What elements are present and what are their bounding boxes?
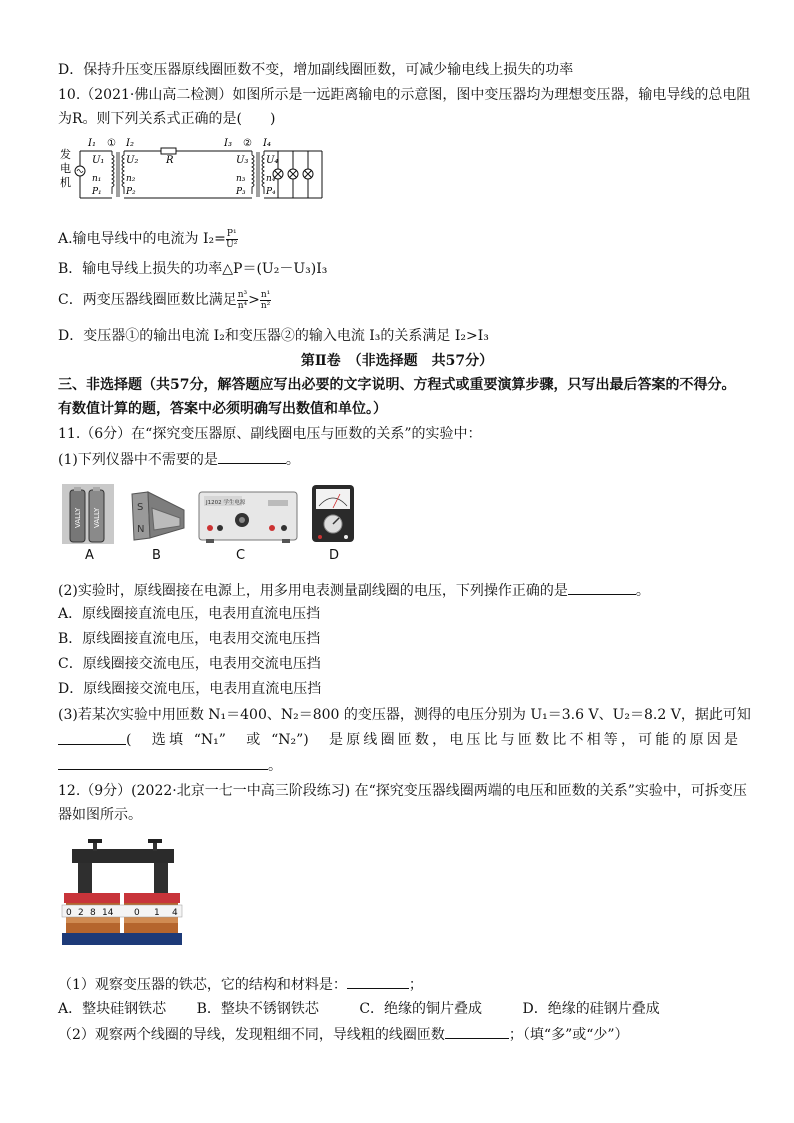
detachable-transformer-image [58, 835, 186, 947]
svg-text:P₂: P₂ [126, 187, 136, 197]
q12-part1-answer-blank [347, 974, 409, 989]
svg-text:P₄: P₄ [266, 187, 276, 197]
q9-option-d: D．保持升压变压器原线圈匝数不变，增加副线圈匝数，可减少输电线上损失的功率 [58, 62, 574, 78]
q11-part3-answer-blank-2 [58, 755, 268, 770]
item-label-b: B [152, 548, 161, 563]
q11-part1-answer-blank [218, 449, 286, 464]
q12-part2-answer-blank [445, 1024, 509, 1039]
q11-part1: (1)下列仪器中不需要的是 。 [58, 449, 300, 470]
q11-stem: 11.（6分）在“探究变压器原、副线圈电压与匝数的关系”的实验中： [58, 426, 482, 442]
svg-text:1: 1 [154, 908, 160, 918]
svg-text:I₂: I₂ [126, 138, 134, 149]
svg-text:n₁: n₁ [92, 174, 102, 184]
student-power-supply-image [198, 490, 298, 544]
svg-text:①: ① [107, 138, 116, 149]
transformer-1-primary-coil [112, 151, 114, 194]
svg-text:14: 14 [102, 908, 114, 918]
q10-stem-line2: 为R。则下列关系式正确的是( ) [58, 111, 276, 127]
q10-stem-line1: 10.（2021·佛山高二检测）如图所示是一远距离输电的示意图，图中变压器均为理想变压器，输电导线的总电阻 [58, 87, 751, 103]
svg-text:8: 8 [90, 908, 96, 918]
item-label-d: D [329, 548, 340, 563]
multimeter-image [310, 484, 356, 544]
q12-stem-line1: 12.（9分）(2022·北京一七一中高三阶段练习) 在“探究变压器线圈两端的电压和匝数的关系”实验中，可拆变压 [58, 783, 747, 799]
q11-option-c: C．原线圈接交流电压，电表用交流电压挡 [58, 656, 321, 672]
svg-text:U₄: U₄ [266, 155, 279, 166]
svg-text:②: ② [243, 138, 252, 149]
generator-label-3: 机 [60, 176, 71, 189]
q11-part3-answer-blank-1 [58, 730, 126, 745]
svg-text:U₂: U₂ [126, 155, 139, 166]
svg-text:0: 0 [66, 908, 72, 918]
q11-part3-line2: ( 选填 “N₁” 或 “N₂”) 是原线圈匝数，电压比与匝数比不相等，可能的原因是 [58, 730, 738, 750]
svg-text:I₁: I₁ [88, 138, 96, 149]
q12-part2: （2）观察两个线圈的导线，发现粗细不同，导线粗的线圈匝数 ；（填“多”或“少”） [58, 1024, 629, 1045]
u-magnet-image [128, 490, 188, 542]
svg-text:P₃: P₃ [236, 187, 246, 197]
q12-options-row [58, 999, 660, 1019]
q10-option-c: C．两变压器线圈匝数比满足 $\frac{\text{n³}}{\text{n⁴}}$ > $\frac{\text{n¹}}{\text{n²}}$ [58, 289, 271, 311]
q10-option-b: B．输电导线上损失的功率△P＝(U₂－U₃)I₃ [58, 261, 328, 277]
svg-text:P₁: P₁ [92, 187, 102, 197]
svg-text:U₁: U₁ [92, 155, 105, 166]
q12-part1: （1）观察变压器的铁芯，它的结构和材料是： ； [58, 974, 423, 995]
generator-label-2: 电 [60, 162, 71, 175]
q12-option-b: B．整块不锈钢铁芯 [196, 1001, 319, 1017]
q11-option-d: D．原线圈接交流电压，电表用直流电压挡 [58, 681, 322, 697]
q11-part2: (2)实验时，原线圈接在电源上，用多用电表测量副线圈的电压，下列操作正确的是 。 [58, 580, 650, 601]
q11-option-b: B．原线圈接直流电压，电表用交流电压挡 [58, 631, 321, 647]
generator-label-1: 发 [60, 148, 71, 161]
svg-text:2: 2 [78, 908, 84, 918]
section-3-heading-line2: 有数值计算的题，答案中必须明确写出数值和单位。） [58, 401, 387, 417]
battery-image [62, 484, 114, 544]
section-2-title: 第Ⅱ卷 （非选择题 共57分） [300, 353, 494, 369]
svg-text:VALLY: VALLY [93, 507, 101, 528]
fraction-p1-u2: $\frac{\text{P¹}}{\text{U²}}$ [226, 228, 238, 250]
svg-text:n₃: n₃ [236, 174, 246, 184]
lamp-icon-2 [288, 169, 298, 179]
long-distance-transmission-diagram [58, 134, 326, 210]
svg-text:I₃: I₃ [224, 138, 232, 149]
q12-option-a: A．整块硅钢铁芯 [58, 1001, 167, 1017]
q12-option-d: D．绝缘的硅钢片叠成 [522, 1001, 660, 1017]
resistor-r [161, 148, 176, 154]
svg-text:n₄: n₄ [266, 174, 276, 184]
svg-text:U₃: U₃ [236, 155, 249, 166]
item-label-c: C [236, 548, 246, 563]
q11-part2-answer-blank [568, 580, 636, 595]
svg-text:I₄: I₄ [263, 138, 271, 149]
svg-text:R: R [166, 155, 174, 166]
q12-stem-line2: 器如图所示。 [58, 807, 142, 823]
svg-text:4: 4 [172, 908, 178, 918]
transformer-2-primary-coil [252, 151, 254, 194]
svg-text:n₂: n₂ [126, 174, 136, 184]
svg-text:VALLY: VALLY [74, 507, 82, 528]
section-3-heading-line1: 三、非选择题（共57分，解答题应写出必要的文字说明、方程式或重要演算步骤，只写出最后答案的不得分。 [58, 377, 736, 393]
transformer-2-secondary-coil [262, 151, 264, 194]
q11-part3-line1: (3)若某次实验中用匝数 N₁＝400、N₂＝800 的变压器，测得的电压分别为 U₁＝3.6 V、U₂＝8.2 V，据此可知 [58, 707, 751, 723]
q10-option-a: A.输电导线中的电流为 I₂= $\frac{\text{P¹}}{\text{U²}}$ [58, 228, 238, 250]
svg-text:N: N [137, 524, 145, 535]
lamp-icon-3 [303, 169, 313, 179]
svg-text:0: 0 [134, 908, 140, 918]
transformer-1-secondary-coil [122, 151, 124, 194]
svg-text:J1202 学生电源: J1202 学生电源 [206, 500, 246, 506]
q11-option-a: A．原线圈接直流电压，电表用直流电压挡 [58, 606, 321, 622]
q12-option-c: C．绝缘的铜片叠成 [359, 1001, 483, 1017]
q11-part3-line3: 。 [58, 755, 282, 776]
q10-option-d: D．变压器①的输出电流 I₂和变压器②的输入电流 I₃的关系满足 I₂>I₃ [58, 328, 489, 344]
item-label-a: A [85, 548, 94, 563]
svg-text:S: S [137, 502, 144, 513]
